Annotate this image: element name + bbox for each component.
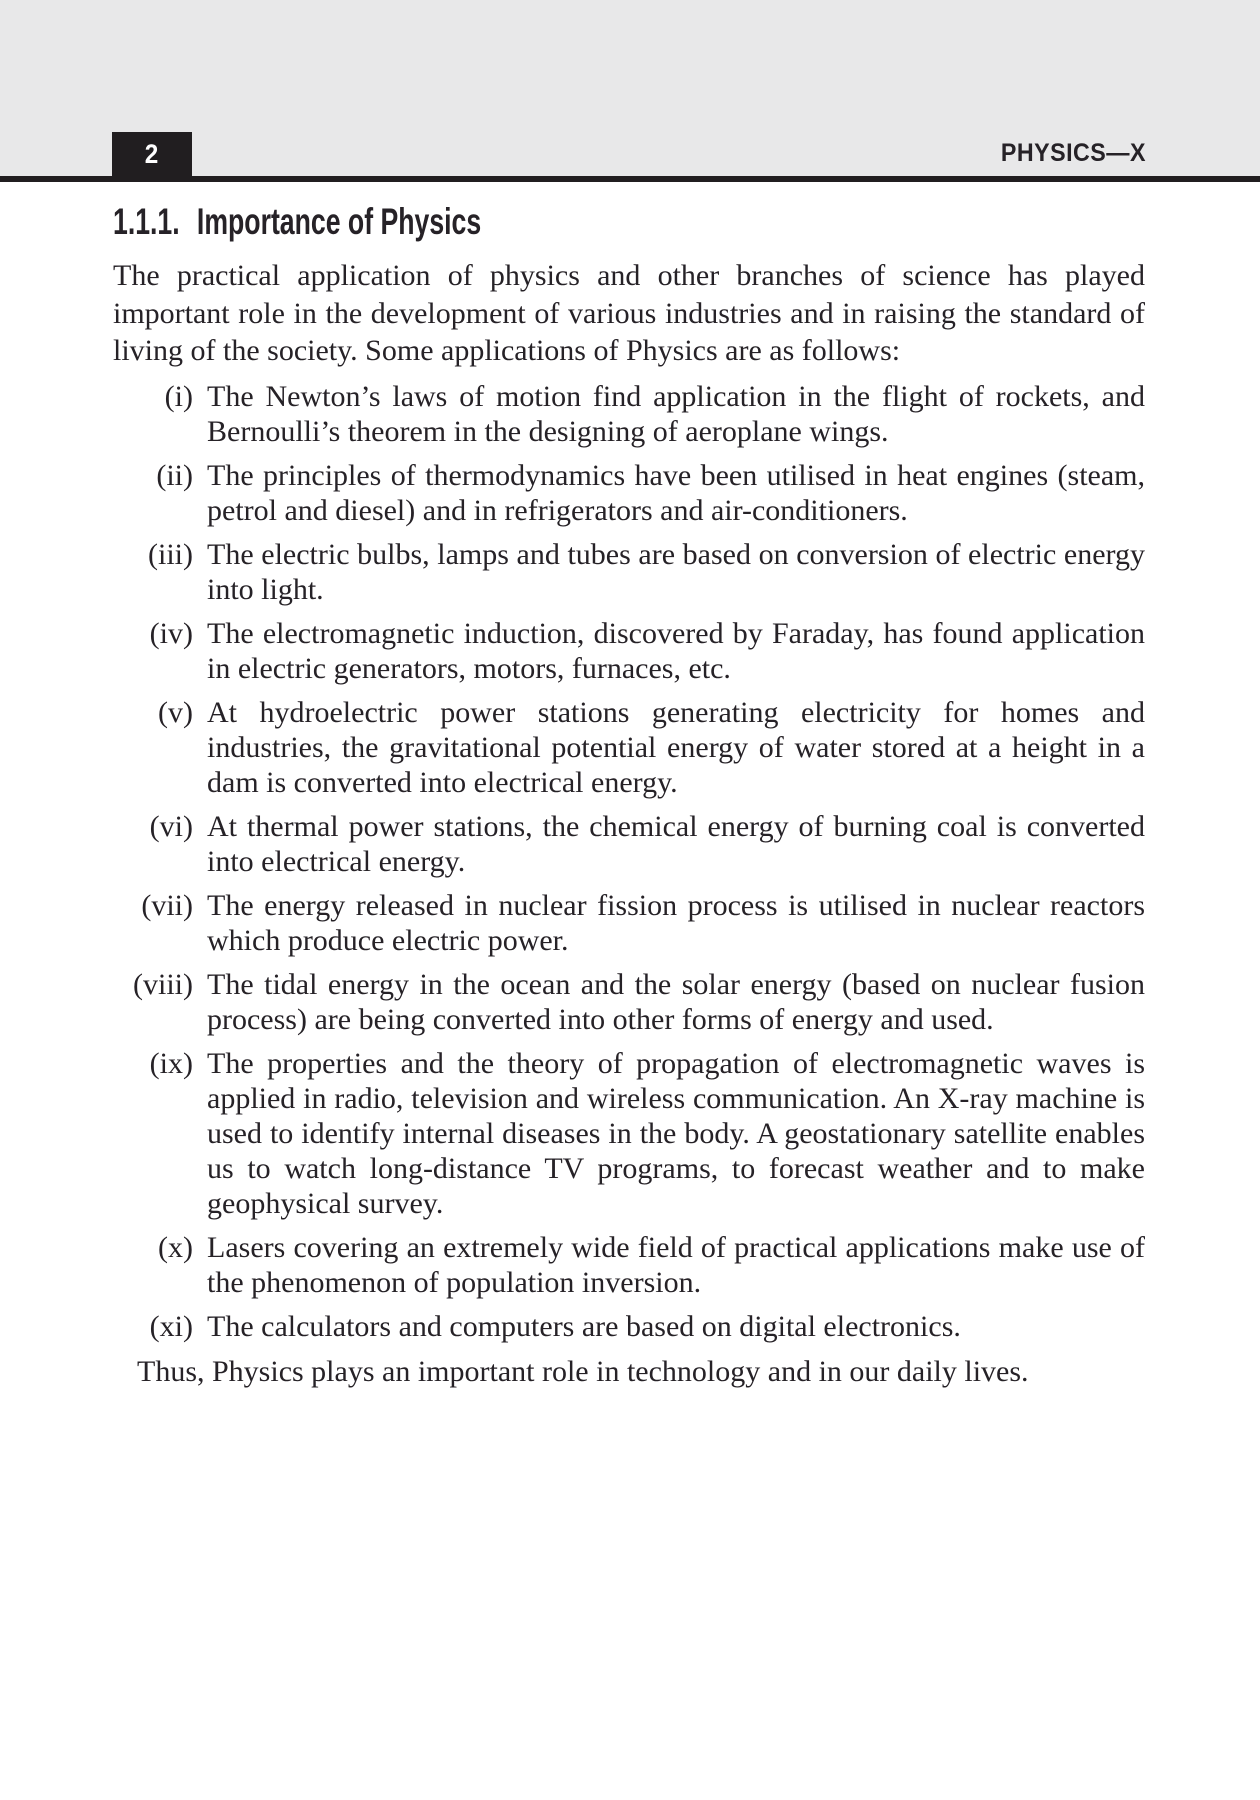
- list-item: [113, 967, 1145, 1037]
- list-item: [113, 888, 1145, 958]
- list-item-label: (viii): [133, 967, 193, 1001]
- intro-paragraph: The practical application of physics and other branches of science has played important role in the development of various industries and in raising the standard of living of the society. Some applications of Physics are as follows:: [113, 259, 1145, 367]
- list-item: [113, 537, 1145, 607]
- list-item: [113, 458, 1145, 528]
- list-item: [113, 809, 1145, 879]
- closing-paragraph: Thus, Physics plays an important role in technology and in our daily lives.: [137, 1354, 1029, 1388]
- list-item-text: The energy released in nuclear fission process is utilised in nuclear reactors which produce electric power.: [207, 888, 1145, 957]
- section-heading: [113, 202, 856, 242]
- list-item: [113, 1046, 1145, 1221]
- list-item-label: (iv): [149, 616, 193, 650]
- list-item: [113, 616, 1145, 686]
- list-item-label: (iii): [148, 537, 193, 571]
- list-item-text: At thermal power stations, the chemical energy of burning coal is converted into electrical energy.: [207, 809, 1145, 878]
- page-number: 2: [145, 138, 159, 169]
- section-title: Importance of Physics: [196, 201, 482, 242]
- list-item-label: (xi): [149, 1309, 193, 1343]
- page-number-box: [112, 132, 192, 176]
- list-item-text: The principles of thermodynamics have been utilised in heat engines (steam, petrol and diesel) and in refrigerators and air-conditioners.: [207, 458, 1145, 527]
- list-item-text: Lasers covering an extremely wide field of practical applications make use of the phenomenon of population inversion.: [207, 1230, 1145, 1299]
- list-item-text: The electromagnetic induction, discovered by Faraday, has found application in electric generators, motors, furnaces, etc.: [207, 616, 1145, 685]
- list-item-label: (v): [158, 695, 193, 729]
- page-content: [0, 202, 1260, 1390]
- list-item-label: (ii): [156, 458, 193, 492]
- list-item: [113, 1309, 1145, 1344]
- list-item-text: The electric bulbs, lamps and tubes are based on conversion of electric energy into light.: [207, 537, 1145, 606]
- list-item-text: The calculators and computers are based on digital electronics.: [207, 1309, 961, 1343]
- section-number: 1.1.1.: [113, 201, 180, 242]
- list-item-label: (x): [158, 1230, 193, 1264]
- book-title: PHYSICS—X: [1000, 139, 1146, 167]
- page-header: [0, 0, 1260, 176]
- list-item: [113, 695, 1145, 800]
- list-item-text: The Newton’s laws of motion find application in the flight of rockets, and Bernoulli’s theorem in the designing of aeroplane wings.: [207, 379, 1145, 448]
- list-item-label: (i): [164, 379, 193, 413]
- list-item-label: (vi): [149, 809, 193, 843]
- list-item-text: The properties and the theory of propagation of electromagnetic waves is applied in radio, television and wireless communication. An X-ray machine is used to identify internal diseases in the body. A geostationary satellite enables us to watch long-distance TV programs, to forecast weather and to make geophysical survey.: [207, 1046, 1145, 1220]
- applications-list: [113, 379, 1145, 1344]
- list-item-text: The tidal energy in the ocean and the solar energy (based on nuclear fusion process) are being converted into other forms of energy and used.: [207, 967, 1145, 1036]
- list-item-text: At hydroelectric power stations generating electricity for homes and industries, the gravitational potential energy of water stored at a height in a dam is converted into electrical energy.: [207, 695, 1145, 799]
- list-item-label: (vii): [141, 888, 193, 922]
- list-item: [113, 379, 1145, 449]
- header-rule: [0, 176, 1260, 182]
- list-item: [113, 1230, 1145, 1300]
- list-item-label: (ix): [149, 1046, 193, 1080]
